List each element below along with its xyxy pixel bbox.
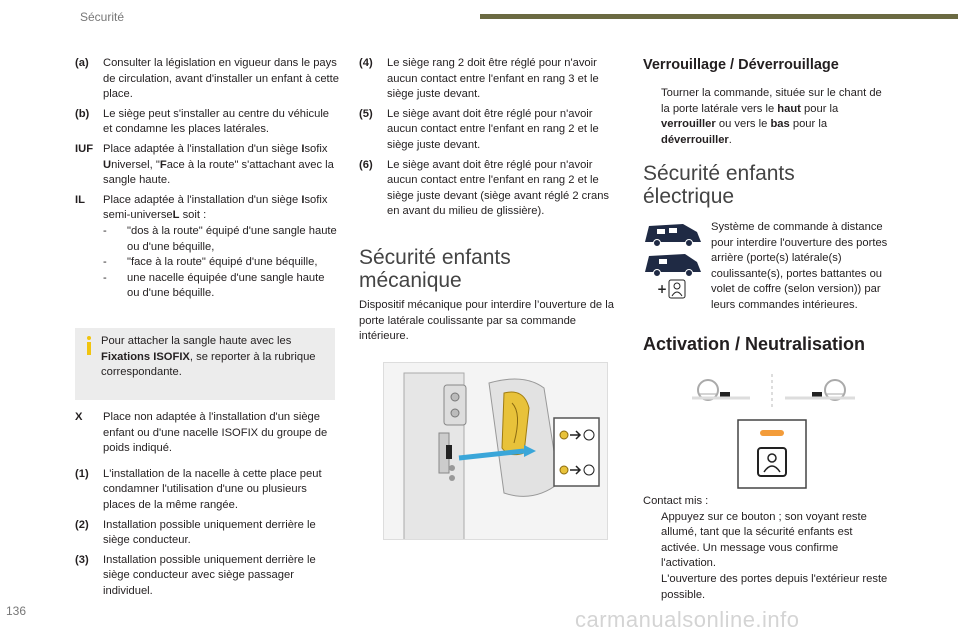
definition-key: (1): [75, 467, 89, 480]
note-4: [359, 56, 624, 103]
child-lock-button-illustration: [690, 372, 860, 492]
child-lock-button[interactable]: [738, 420, 806, 488]
definition-text: Place adaptée à l'installation d'un siège Isofix semi-universeL soit :: [103, 193, 328, 222]
list-item: - une nacelle équipée d'une sangle haute ou d'une béquille.: [103, 271, 325, 300]
definition-text: Le siège avant doit être réglé pour n'avoir aucun contact entre l'enfant en rang 2 et le siège juste devant.: [387, 107, 599, 151]
info-text: Pour attacher la sangle haute avec les Fixations ISOFIX, se reporter à la rubrique correspondante.: [101, 335, 316, 379]
definition-text: Place non adaptée à l'installation d'un siège enfant ou d'une nacelle ISOFIX du groupe de poids indiqué.: [103, 411, 328, 455]
definition-iuf: [75, 142, 340, 189]
svg-text:+: +: [657, 282, 668, 296]
definition-x: [75, 410, 340, 457]
activation-title: Activation / Neutralisation: [643, 334, 866, 354]
door-lock-photo: [383, 362, 608, 540]
contact-instructions: [643, 494, 893, 603]
note-1: [75, 467, 340, 514]
definition-text: Installation possible uniquement derrière le siège conducteur avec siège passager individuel.: [103, 553, 316, 597]
definition-text: Consulter la législation en vigueur dans le pays de circulation, avant d'installer un enfant à cette place.: [103, 57, 339, 101]
definition-b: [75, 107, 340, 138]
lock-unlock-text: [643, 86, 893, 148]
contact-label: Contact mis :: [643, 495, 709, 507]
note-2: [75, 518, 340, 549]
definition-key: IL: [75, 193, 85, 206]
info-box: [75, 328, 335, 400]
column-1-notes: [75, 410, 340, 604]
definition-key: (3): [75, 553, 89, 566]
definition-key: X: [75, 411, 83, 423]
header-bar: [480, 14, 958, 19]
definition-key: (4): [359, 57, 373, 69]
definition-text: Le siège avant doit être réglé pour n'avoir aucun contact entre l'enfant en rang 2 et le siège juste devant (siège avant réglé 2 crans en avant du milieu de glissière).: [387, 158, 610, 218]
definition-key: IUF: [75, 142, 94, 155]
definition-text: Le siège peut s'installer au centre du véhicule et condamne les places latérales.: [103, 107, 330, 136]
column-1: [75, 56, 340, 306]
definition-il: [75, 193, 340, 302]
door-lock-illustration: [384, 363, 608, 540]
mechanical-safety-description: Dispositif mécanique pour interdire l’ouverture de la porte latérale coulissante par sa commande intérieure.: [359, 299, 614, 343]
definition-key: (2): [75, 518, 89, 531]
definition-key: (a): [75, 57, 89, 69]
il-list: [103, 224, 340, 302]
definition-text: L'installation de la nacelle à cette place peut condamner l'utilisation d'une ou plusieurs places de la même rangée.: [103, 467, 322, 511]
vehicle-icons: [643, 220, 705, 302]
lock-unlock-title: Verrouillage / Déverrouillage: [643, 57, 839, 73]
steering-wheel-icon: [785, 380, 855, 400]
note-5: [359, 107, 624, 154]
column-2: [359, 56, 624, 224]
page-number: 136: [6, 604, 27, 618]
definition-key: (b): [75, 107, 90, 120]
note-3: [75, 553, 340, 600]
electric-safety-description: Système de commande à distance pour interdire l'ouverture des portes arrière (porte(s) latérale(s) coulissante(s), portes battantes ou volet de coffre (selon version)) par leurs commandes intérieures.: [711, 221, 888, 311]
mechanical-safety-title: Sécurité enfants mécanique: [359, 246, 511, 292]
list-item: Tourner la commande, située sur le chant de la porte latérale vers le haut pour la verrouiller ou vers le bas pour la déverrouiller.: [661, 87, 882, 146]
note-6: [359, 158, 624, 220]
section-label: Sécurité: [80, 10, 125, 24]
child-lock-icon: [657, 280, 685, 298]
van-icon: [645, 224, 701, 247]
van-icon: [645, 254, 701, 277]
definition-text: Place adaptée à l'installation d'un siège Isofix Universel, "Face à la route" s'attachant avec la sangle haute.: [103, 142, 334, 187]
definition-text: Le siège rang 2 doit être réglé pour n'avoir aucun contact entre l'enfant en rang 3 et le siège juste devant.: [387, 57, 599, 101]
info-icon: [85, 336, 93, 356]
steering-wheel-icon: [692, 380, 750, 400]
list-item: - "dos à la route" équipé d'une sangle haute ou d'une béquille,: [103, 224, 337, 253]
watermark: carmanualsonline.info: [575, 607, 800, 632]
definition-key: (5): [359, 107, 373, 120]
list-item: Appuyez sur ce bouton ; son voyant reste allumé, tant que la sécurité enfants est activée. Un message vous confirme l'activation. L'ouverture des portes depuis l'extérieur reste possible.: [661, 510, 888, 601]
list-item: - "face à la route" équipé d'une béquille,: [103, 256, 318, 269]
electric-safety-title: Sécurité enfants électrique: [643, 162, 795, 208]
definition-key: (6): [359, 158, 373, 171]
definition-a: [75, 56, 340, 103]
definition-text: Installation possible uniquement derrière le siège conducteur.: [103, 518, 316, 547]
